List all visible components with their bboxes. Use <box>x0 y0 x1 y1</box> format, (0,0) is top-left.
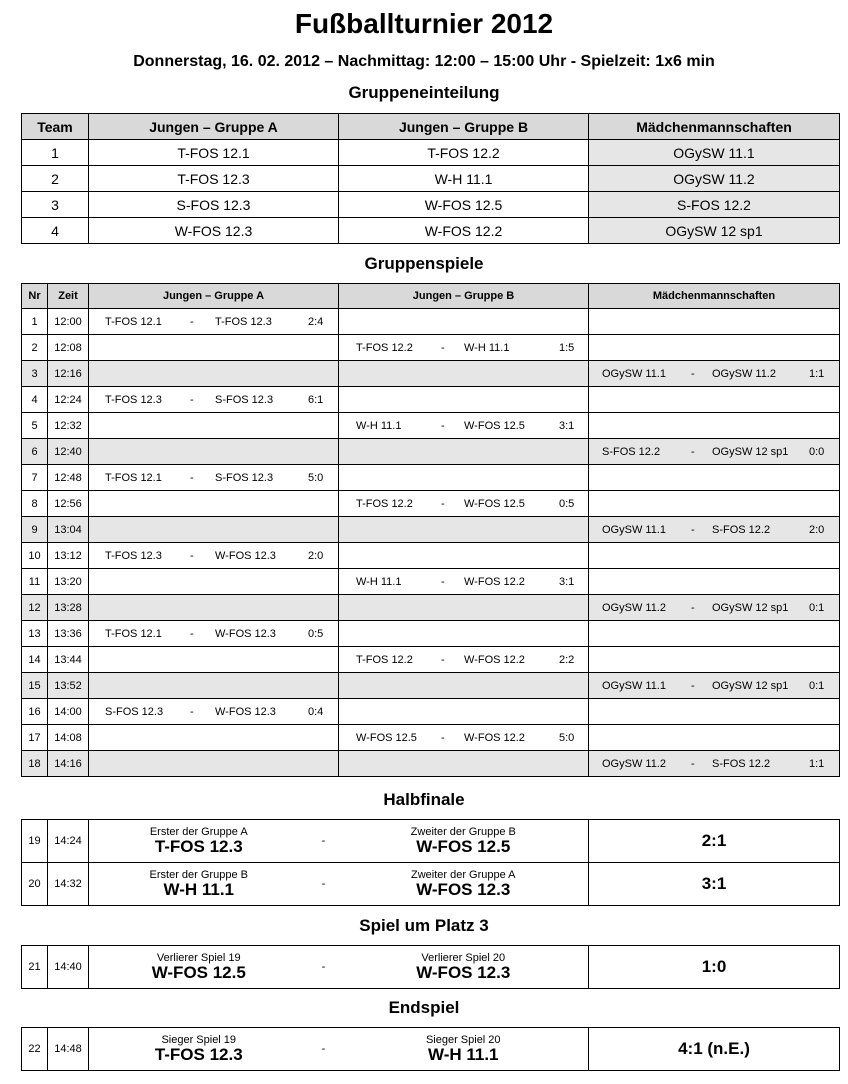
group-b-match-cell <box>339 387 589 413</box>
group-a-match-cell <box>89 335 339 361</box>
girls-match-cell <box>589 517 840 543</box>
match-time: 14:24 <box>48 820 89 863</box>
table-row <box>22 543 840 569</box>
page-subtitle: Donnerstag, 16. 02. 2012 – Nachmittag: 12:00 – 15:00 Uhr - Spielzeit: 1x6 min <box>133 53 715 70</box>
group-a-match-cell <box>89 621 339 647</box>
group-table-header <box>22 114 840 140</box>
girls-match-cell <box>589 673 840 699</box>
match-number: 3 <box>22 361 48 387</box>
match-separator: - <box>190 471 194 484</box>
home-team: T-FOS 12.1 <box>105 627 162 640</box>
group-a-team: W-FOS 12.3 <box>89 218 339 244</box>
girls-match-cell <box>589 465 840 491</box>
home-team: S-FOS 12.2 <box>602 445 661 458</box>
match-number: 1 <box>22 309 48 335</box>
group-a-match-cell <box>89 517 339 543</box>
table-row <box>22 491 840 517</box>
match-time: 13:28 <box>48 595 89 621</box>
third-place-table <box>21 945 840 989</box>
match-time: 13:52 <box>48 673 89 699</box>
team-name: W-H 11.1 <box>163 879 234 899</box>
girls-match-cell <box>589 543 840 569</box>
away-team: OGySW 12 sp1 <box>712 445 789 458</box>
match-time: 14:48 <box>48 1028 89 1071</box>
match-score: 2:2 <box>559 653 575 666</box>
group-a-match-cell <box>89 439 339 465</box>
table-row <box>22 413 840 439</box>
group-b-match-cell <box>339 413 589 439</box>
group-a-team: S-FOS 12.3 <box>89 192 339 218</box>
match-result: 2:1 <box>589 820 840 863</box>
group-a-match-cell <box>89 595 339 621</box>
match-number: 15 <box>22 673 48 699</box>
girls-match-cell <box>589 309 840 335</box>
column-header-girls: Mädchenmannschaften <box>589 284 840 309</box>
team-number: 1 <box>22 140 89 166</box>
group-a-team: T-FOS 12.3 <box>89 166 339 192</box>
group-a-match-cell <box>89 647 339 673</box>
group-b-match-cell <box>339 595 589 621</box>
match-score: 3:1 <box>559 575 575 588</box>
home-team: OGySW 11.1 <box>602 367 666 380</box>
column-header-girls: Mädchenmannschaften <box>589 114 840 140</box>
games-table-header <box>22 284 840 309</box>
section-title-third-place: Spiel um Platz 3 <box>359 916 489 935</box>
group-a-match-cell <box>89 465 339 491</box>
home-team: OGySW 11.1 <box>602 523 666 536</box>
group-b-match-cell <box>339 335 589 361</box>
team-number: 2 <box>22 166 89 192</box>
match-number: 16 <box>22 699 48 725</box>
group-b-match-cell <box>339 725 589 751</box>
match-separator: - <box>190 627 194 640</box>
match-number: 20 <box>22 863 48 906</box>
match-result: 3:1 <box>589 863 840 906</box>
match-separator: - <box>691 679 695 692</box>
qualifier-label: Zweiter der Gruppe B <box>410 825 516 838</box>
home-team: OGySW 11.2 <box>602 601 666 614</box>
match-separator: - <box>441 653 445 666</box>
match-separator: - <box>441 575 445 588</box>
group-b-match-cell <box>339 751 589 777</box>
girls-team: OGySW 12 sp1 <box>589 218 840 244</box>
girls-match-cell <box>589 725 840 751</box>
home-team: W-H 11.1 <box>356 419 402 432</box>
match-time: 13:12 <box>48 543 89 569</box>
girls-match-cell <box>589 491 840 517</box>
group-a-match-cell <box>89 569 339 595</box>
match-time: 12:40 <box>48 439 89 465</box>
group-a-match-cell <box>89 699 339 725</box>
table-row <box>22 820 840 863</box>
match-separator: - <box>441 731 445 744</box>
match-score: 2:0 <box>809 523 825 536</box>
table-row <box>22 439 840 465</box>
match-separator: - <box>691 523 695 536</box>
table-row <box>22 218 840 244</box>
team-name: W-FOS 12.5 <box>416 836 511 856</box>
group-b-match-cell <box>339 699 589 725</box>
match-result: 1:0 <box>589 946 840 989</box>
match-separator: - <box>691 445 695 458</box>
match-number: 12 <box>22 595 48 621</box>
table-row <box>22 621 840 647</box>
match-separator: - <box>441 419 445 432</box>
match-score: 0:0 <box>809 445 825 458</box>
match-separator: - <box>441 341 445 354</box>
qualifier-label: Verlierer Spiel 19 <box>156 951 241 964</box>
match-separator: - <box>691 367 695 380</box>
group-b-match-cell <box>339 647 589 673</box>
home-team: T-FOS 12.3 <box>105 393 162 406</box>
home-team: S-FOS 12.3 <box>105 705 164 718</box>
group-b-match-cell <box>339 569 589 595</box>
match-separator: - <box>309 863 339 906</box>
column-header-group-b: Jungen – Gruppe B <box>339 284 589 309</box>
match-time: 14:40 <box>48 946 89 989</box>
table-row <box>22 166 840 192</box>
match-score: 1:1 <box>809 367 825 380</box>
girls-team: OGySW 11.1 <box>589 140 840 166</box>
games-table-body <box>22 309 840 777</box>
match-number: 9 <box>22 517 48 543</box>
girls-team: S-FOS 12.2 <box>589 192 840 218</box>
match-time: 12:00 <box>48 309 89 335</box>
home-team: W-FOS 12.5 <box>356 731 417 744</box>
match-separator: - <box>691 601 695 614</box>
match-score: 5:0 <box>559 731 575 744</box>
girls-match-cell <box>589 751 840 777</box>
match-number: 7 <box>22 465 48 491</box>
match-score: 0:5 <box>559 497 575 510</box>
group-b-match-cell <box>339 621 589 647</box>
away-team: T-FOS 12.3 <box>215 315 272 328</box>
team-cell <box>89 820 309 863</box>
girls-match-cell <box>589 335 840 361</box>
team-cell <box>339 946 589 989</box>
table-row <box>22 309 840 335</box>
girls-match-cell <box>589 387 840 413</box>
table-row <box>22 517 840 543</box>
girls-match-cell <box>589 569 840 595</box>
match-separator: - <box>309 946 339 989</box>
section-title-final: Endspiel <box>388 998 460 1017</box>
match-number: 4 <box>22 387 48 413</box>
match-number: 6 <box>22 439 48 465</box>
section-title-games: Gruppenspiele <box>364 254 484 273</box>
match-number: 10 <box>22 543 48 569</box>
girls-match-cell <box>589 439 840 465</box>
group-b-match-cell <box>339 673 589 699</box>
match-number: 8 <box>22 491 48 517</box>
group-a-match-cell <box>89 673 339 699</box>
group-b-team: W-H 11.1 <box>339 166 589 192</box>
away-team: S-FOS 12.2 <box>712 523 771 536</box>
qualifier-label: Sieger Spiel 20 <box>425 1033 501 1046</box>
section-title-groups: Gruppeneinteilung <box>348 83 500 102</box>
table-row <box>22 335 840 361</box>
match-separator: - <box>309 820 339 863</box>
girls-team: OGySW 11.2 <box>589 166 840 192</box>
group-b-team: W-FOS 12.5 <box>339 192 589 218</box>
section-title-semis: Halbfinale <box>383 790 465 809</box>
table-row <box>22 192 840 218</box>
group-a-match-cell <box>89 751 339 777</box>
team-number: 4 <box>22 218 89 244</box>
home-team: T-FOS 12.1 <box>105 315 162 328</box>
home-team: T-FOS 12.2 <box>356 653 413 666</box>
match-score: 2:0 <box>308 549 324 562</box>
column-header-group-b: Jungen – Gruppe B <box>339 114 589 140</box>
match-score: 2:4 <box>308 315 324 328</box>
column-header-team: Team <box>22 114 89 140</box>
team-cell <box>89 1028 309 1071</box>
match-time: 14:32 <box>48 863 89 906</box>
team-name: W-FOS 12.3 <box>416 879 511 899</box>
match-number: 17 <box>22 725 48 751</box>
match-score: 5:0 <box>308 471 324 484</box>
match-score: 0:1 <box>809 679 825 692</box>
final-table <box>21 1027 840 1071</box>
match-time: 12:24 <box>48 387 89 413</box>
girls-match-cell <box>589 699 840 725</box>
match-time: 13:20 <box>48 569 89 595</box>
table-row <box>22 140 840 166</box>
group-b-match-cell <box>339 439 589 465</box>
team-name: W-H 11.1 <box>427 1044 499 1064</box>
match-score: 3:1 <box>559 419 575 432</box>
match-time: 12:08 <box>48 335 89 361</box>
qualifier-label: Verlierer Spiel 20 <box>421 951 506 964</box>
away-team: OGySW 12 sp1 <box>712 601 789 614</box>
away-team: W-FOS 12.5 <box>464 419 525 432</box>
group-a-match-cell <box>89 361 339 387</box>
page-title: Fußballturnier 2012 <box>294 8 554 39</box>
qualifier-label: Sieger Spiel 19 <box>161 1033 237 1046</box>
match-score: 0:5 <box>308 627 324 640</box>
match-number: 14 <box>22 647 48 673</box>
home-team: T-FOS 12.2 <box>356 497 413 510</box>
qualifier-label: Erster der Gruppe B <box>149 868 248 881</box>
home-team: W-H 11.1 <box>356 575 402 588</box>
column-header-group-a: Jungen – Gruppe A <box>89 284 339 309</box>
away-team: W-FOS 12.2 <box>464 575 525 588</box>
home-team: T-FOS 12.1 <box>105 471 162 484</box>
team-cell <box>89 946 309 989</box>
table-row <box>22 1028 840 1071</box>
team-cell <box>339 1028 589 1071</box>
column-header-group-a: Jungen – Gruppe A <box>89 114 339 140</box>
girls-match-cell <box>589 621 840 647</box>
group-a-match-cell <box>89 491 339 517</box>
match-separator: - <box>691 757 695 770</box>
table-row <box>22 699 840 725</box>
match-number: 13 <box>22 621 48 647</box>
match-time: 14:16 <box>48 751 89 777</box>
match-number: 19 <box>22 820 48 863</box>
match-time: 13:44 <box>48 647 89 673</box>
home-team: OGySW 11.1 <box>602 679 666 692</box>
group-b-match-cell <box>339 517 589 543</box>
match-separator: - <box>309 1028 339 1071</box>
match-score: 1:1 <box>809 757 825 770</box>
home-team: T-FOS 12.3 <box>105 549 162 562</box>
group-table <box>21 113 840 244</box>
match-number: 2 <box>22 335 48 361</box>
match-time: 12:48 <box>48 465 89 491</box>
match-result: 4:1 (n.E.) <box>589 1028 840 1071</box>
match-time: 12:32 <box>48 413 89 439</box>
table-row <box>22 465 840 491</box>
away-team: W-H 11.1 <box>464 341 510 354</box>
team-name: T-FOS 12.3 <box>154 1044 243 1064</box>
table-row <box>22 863 840 906</box>
games-table <box>21 283 840 777</box>
table-row <box>22 725 840 751</box>
group-a-match-cell <box>89 725 339 751</box>
away-team: W-FOS 12.3 <box>215 705 276 718</box>
team-cell <box>339 863 589 906</box>
home-team: T-FOS 12.2 <box>356 341 413 354</box>
group-b-match-cell <box>339 361 589 387</box>
group-b-match-cell <box>339 491 589 517</box>
away-team: S-FOS 12.2 <box>712 757 771 770</box>
group-b-team: T-FOS 12.2 <box>339 140 589 166</box>
group-a-match-cell <box>89 413 339 439</box>
table-row <box>22 387 840 413</box>
table-row <box>22 647 840 673</box>
team-number: 3 <box>22 192 89 218</box>
match-score: 1:5 <box>559 341 575 354</box>
away-team: S-FOS 12.3 <box>215 393 274 406</box>
match-separator: - <box>441 497 445 510</box>
table-row <box>22 751 840 777</box>
group-b-match-cell <box>339 543 589 569</box>
away-team: OGySW 11.2 <box>712 367 776 380</box>
match-separator: - <box>190 705 194 718</box>
semifinal-table <box>21 819 840 906</box>
table-row <box>22 595 840 621</box>
away-team: S-FOS 12.3 <box>215 471 274 484</box>
table-row <box>22 569 840 595</box>
team-name: W-FOS 12.3 <box>416 962 511 982</box>
column-header-time: Zeit <box>48 284 89 309</box>
qualifier-label: Erster der Gruppe A <box>149 825 248 838</box>
match-time: 12:16 <box>48 361 89 387</box>
team-name: W-FOS 12.5 <box>151 962 246 982</box>
team-cell <box>339 820 589 863</box>
girls-match-cell <box>589 595 840 621</box>
match-number: 22 <box>22 1028 48 1071</box>
girls-match-cell <box>589 361 840 387</box>
group-a-match-cell <box>89 309 339 335</box>
match-time: 12:56 <box>48 491 89 517</box>
match-score: 0:4 <box>308 705 324 718</box>
girls-match-cell <box>589 413 840 439</box>
away-team: W-FOS 12.5 <box>464 497 525 510</box>
table-row <box>22 673 840 699</box>
qualifier-label: Zweiter der Gruppe A <box>410 868 516 881</box>
group-a-match-cell <box>89 387 339 413</box>
away-team: OGySW 12 sp1 <box>712 679 789 692</box>
group-b-match-cell <box>339 309 589 335</box>
match-number: 21 <box>22 946 48 989</box>
group-b-match-cell <box>339 465 589 491</box>
group-a-match-cell <box>89 543 339 569</box>
match-time: 14:08 <box>48 725 89 751</box>
girls-match-cell <box>589 647 840 673</box>
match-number: 18 <box>22 751 48 777</box>
team-name: T-FOS 12.3 <box>154 836 243 856</box>
match-number: 11 <box>22 569 48 595</box>
column-header-nr: Nr <box>22 284 48 309</box>
match-score: 6:1 <box>308 393 324 406</box>
match-time: 14:00 <box>48 699 89 725</box>
table-row <box>22 361 840 387</box>
team-cell <box>89 863 309 906</box>
away-team: W-FOS 12.3 <box>215 549 276 562</box>
match-score: 0:1 <box>809 601 825 614</box>
match-time: 13:04 <box>48 517 89 543</box>
away-team: W-FOS 12.2 <box>464 653 525 666</box>
match-time: 13:36 <box>48 621 89 647</box>
match-separator: - <box>190 393 194 406</box>
match-separator: - <box>190 315 194 328</box>
match-separator: - <box>190 549 194 562</box>
table-row <box>22 946 840 989</box>
match-number: 5 <box>22 413 48 439</box>
group-a-team: T-FOS 12.1 <box>89 140 339 166</box>
away-team: W-FOS 12.3 <box>215 627 276 640</box>
away-team: W-FOS 12.2 <box>464 731 525 744</box>
group-b-team: W-FOS 12.2 <box>339 218 589 244</box>
home-team: OGySW 11.2 <box>602 757 666 770</box>
